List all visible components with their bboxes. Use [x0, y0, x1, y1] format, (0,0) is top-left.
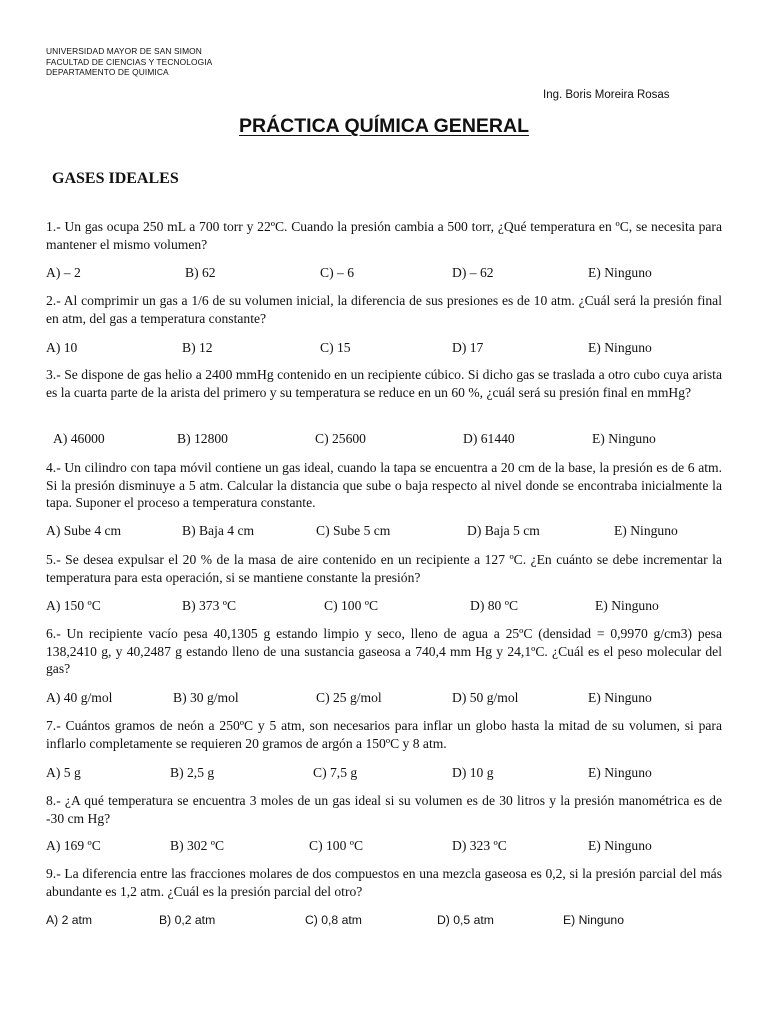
q3-option-a: A) 46000 [53, 431, 105, 446]
q7-option-c: C) 7,5 g [313, 765, 358, 780]
q8-option-c: C) 100 ºC [309, 838, 364, 853]
q5-option-c: C) 100 ºC [324, 598, 379, 613]
q1-option-a: A) – 2 [46, 265, 81, 280]
q4-option-d: D) Baja 5 cm [467, 523, 540, 538]
q8-option-b: B) 302 ºC [170, 838, 225, 853]
author-name: Ing. Boris Moreira Rosas [543, 89, 670, 101]
q2-option-e: E) Ninguno [588, 340, 652, 355]
q3-option-e: E) Ninguno [592, 431, 656, 446]
q1-option-b: B) 62 [185, 265, 216, 280]
q2-option-a: A) 10 [46, 340, 78, 355]
q5-option-d: D) 80 ºC [470, 598, 519, 613]
department-name: DEPARTAMENTO DE QUIMICA [46, 67, 169, 78]
q5-option-b: B) 373 ºC [182, 598, 237, 613]
question-5: 5.- Se desea expulsar el 20 % de la masa de aire contenido en un recipiente a 127 ºC. ¿En cuánto se debe incrementar la temperatura para esta operación, si se mantiene constante la presión? [46, 552, 722, 585]
q9-option-d: D) 0,5 atm [437, 913, 494, 927]
question-9: 9.- La diferencia entre las fracciones molares de dos compuestos en una mezcla gaseosa es 0,2, si la presión parcial del más abundante es 1,2 atm. ¿Cuál es la presión parcial del otro? [46, 866, 722, 899]
q6-option-d: D) 50 g/mol [452, 690, 519, 705]
q8-option-d: D) 323 ºC [452, 838, 507, 853]
q4-option-e: E) Ninguno [614, 523, 678, 538]
university-name: UNIVERSIDAD MAYOR DE SAN SIMON [46, 46, 202, 56]
question-3: 3.- Se dispone de gas helio a 2400 mmHg contenido en un recipiente cúbico. Si dicho gas se traslada a otro cubo cuya arista es la cuarta parte de la arista del primero y su temperatura se reduce en un 60 %, ¿cuál será su presión final en mmHg? [46, 367, 722, 400]
q9-option-a: A) 2 atm [46, 913, 93, 927]
q9-option-c: C) 0,8 atm [305, 913, 362, 927]
question-2: 2.- Al comprimir un gas a 1/6 de su volumen inicial, la diferencia de sus presiones es de 10 atm. ¿Cuál será la presión final en atm, del gas a temperatura constante? [46, 293, 722, 326]
question-7: 7.- Cuántos gramos de neón a 250ºC y 5 atm, son necesarios para inflar un globo hasta la mitad de su volumen, si para inflarlo completamente se requieren 20 gramos de argón a 150ºC y 8 atm. [46, 718, 722, 751]
faculty-name: FACULTAD DE CIENCIAS Y TECNOLOGIA [46, 56, 213, 67]
q2-option-d: D) 17 [452, 340, 484, 355]
q9-option-b: B) 0,2 atm [159, 913, 216, 927]
q5-option-a: A) 150 ºC [46, 598, 101, 613]
q5-option-e: E) Ninguno [595, 598, 659, 613]
question-6: 6.- Un recipiente vacío pesa 40,1305 g estando limpio y seco, lleno de agua a 25ºC (densidad = 0,9970 g/cm3) pesa 138,2410 g, y 40,2487 g estando lleno de una sustancia gaseosa a 740,4 mm Hg y 24,1ºC. ¿Cuál es el peso molecular del gas? [46, 626, 722, 676]
q6-option-a: A) 40 g/mol [46, 690, 113, 705]
q1-option-d: D) – 62 [452, 265, 494, 280]
q7-option-b: B) 2,5 g [170, 765, 215, 780]
q6-option-e: E) Ninguno [588, 690, 652, 705]
q8-option-a: A) 169 ºC [46, 838, 101, 853]
q8-option-e: E) Ninguno [588, 838, 652, 853]
q3-option-c: C) 25600 [315, 431, 366, 446]
q7-option-d: D) 10 g [452, 765, 494, 780]
question-1: 1.- Un gas ocupa 250 mL a 700 torr y 22ºC. Cuando la presión cambia a 500 torr, ¿Qué temperatura en ºC, se necesita para mantener el mismo volumen? [46, 219, 722, 252]
q3-option-d: D) 61440 [463, 431, 515, 446]
q4-option-a: A) Sube 4 cm [46, 523, 122, 538]
q2-option-b: B) 12 [182, 340, 213, 355]
q1-option-e: E) Ninguno [588, 265, 652, 280]
q7-option-a: A) 5 g [46, 765, 81, 780]
question-8: 8.- ¿A qué temperatura se encuentra 3 moles de un gas ideal si su volumen es de 30 litros y la presión manométrica es de -30 cm Hg? [46, 793, 722, 826]
q6-option-b: B) 30 g/mol [173, 690, 239, 705]
q1-option-c: C) – 6 [320, 265, 354, 280]
q2-option-c: C) 15 [320, 340, 351, 355]
q3-option-b: B) 12800 [177, 431, 228, 446]
question-4: 4.- Un cilindro con tapa móvil contiene un gas ideal, cuando la tapa se encuentra a 20 cm de la base, la presión es de 6 atm. Si la presión disminuye a 5 atm. Calcular la distancia que sube o baja respecto al nivel donde se encontraba inicialmente la tapa. Suponer el proceso a temperatura constante. [46, 460, 722, 510]
page-title: PRÁCTICA QUÍMICA GENERAL [239, 115, 529, 137]
section-heading: GASES IDEALES [52, 170, 179, 187]
q4-option-b: B) Baja 4 cm [182, 523, 255, 538]
q9-option-e: E) Ninguno [563, 913, 624, 927]
q6-option-c: C) 25 g/mol [316, 690, 382, 705]
q7-option-e: E) Ninguno [588, 765, 652, 780]
institution-header [46, 46, 212, 78]
q4-option-c: C) Sube 5 cm [316, 523, 391, 538]
